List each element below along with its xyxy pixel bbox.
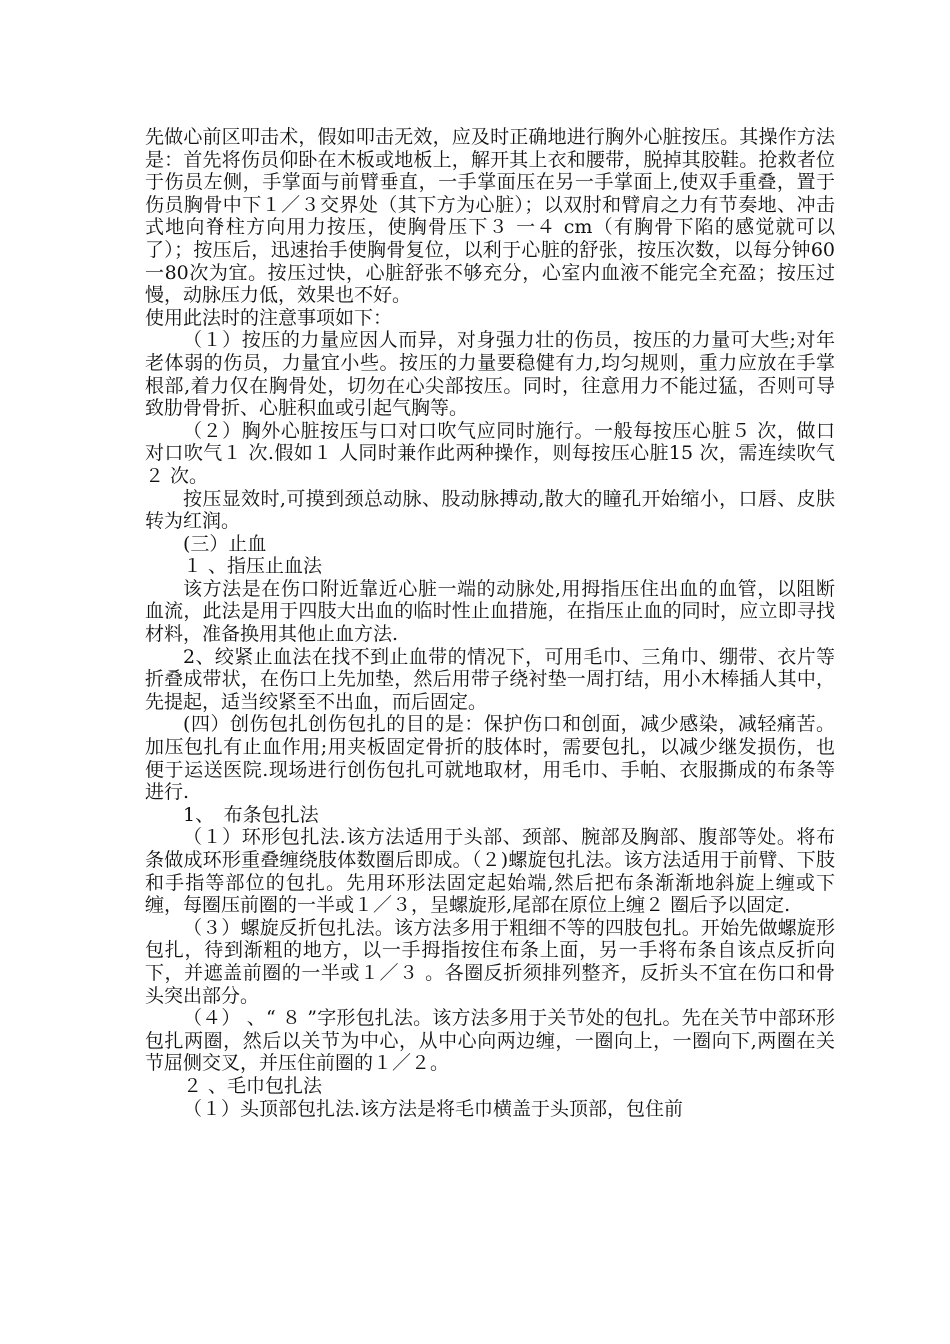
paragraph: （１）头顶部包扎法.该方法是将毛巾横盖于头顶部，包住前 <box>183 1097 684 1120</box>
paragraph: （４） 、“ ８ ”字形包扎法。该方法多用于关节处的包扎。先在关节中部环形包扎两圈，然后以关节为中心，从中心向两边缠，一圈向上，一圈向下,两圈在关节屈侧交叉，并压住前圈的１／２。 <box>145 1007 835 1075</box>
paragraph: 先做心前区叩击术，假如叩击无效，应及时正确地进行胸外心脏按压。其操作方法是：首先将伤员仰卧在木板或地板上，解开其上衣和腰带，脱掉其胶鞋。抢救者位于伤员左侧，手掌面与前臂垂直，一手掌面压在另一手掌面上,使双手重叠，置于伤员胸骨中下１／３交界处（其下方为心脏）；以双肘和臂肩之力有节奏地、冲击式地向脊柱方向用力按压，使胸骨压下３ 一４ cm（有胸骨下陷的感觉就可以了）；按压后，迅速抬手使胸骨复位，以利于心脏的舒张，按压次数，以每分钟60 一80次为宜。按压过快，心脏舒张不够充分，心室内血液不能完全充盈；按压过慢，动脉压力低，效果也不好。 <box>145 126 835 307</box>
section-heading: (三）止血 <box>183 532 267 555</box>
paragraph: 使用此法时的注意事项如下： <box>145 306 393 329</box>
paragraph: 2、绞紧止血法在找不到止血带的情况下，可用毛巾、三角巾、绷带、衣片等折叠成带状，在伤口上先加垫，然后用带子绕衬垫一周打结，用小木棒插人其中，先提起，适当绞紧至不出血，而后固定。 <box>145 645 835 713</box>
subsection-heading: 1、 布条包扎法 <box>183 803 319 826</box>
paragraph: 该方法是在伤口附近靠近心脏一端的动脉处,用拇指压住出血的血管，以阻断血流，此法是用于四肢大出血的临时性止血措施，在指压止血的同时，应立即寻找材料，准备换用其他止血方法. <box>145 577 835 646</box>
paragraph: （１）环形包扎法.该方法适用于头部、颈部、腕部及胸部、腹部等处。将布条做成环形重叠缠绕肢体数圈后即成。（２)螺旋包扎法。该方法适用于前臂、下肢和手指等部位的包扎。先用环形法固定起始端,然后把布条渐渐地斜旋上缠或下缠，每圈压前圈的一半或１／３，呈螺旋形,尾部在原位上缠２ 圈后予以固定. <box>145 826 835 917</box>
document-body <box>145 126 835 1120</box>
paragraph: （１）按压的力量应因人而异，对身强力壮的伤员，按压的力量可大些;对年老体弱的伤员，力量宜小些。按压的力量要稳健有力,均匀规则，重力应放在手掌根部,着力仅在胸骨处，切勿在心尖部按压。同时，往意用力不能过猛，否则可导致肋骨骨折、心脏积血或引起气胸等。 <box>145 329 835 420</box>
paragraph: （３）螺旋反折包扎法。该方法多用于粗细不等的四肢包扎。开始先做螺旋形包扎，待到渐粗的地方，以一手拇指按住布条上面，另一手将布条自该点反折向下，并遮盖前圈的一半或１／３ 。各圈反折须排列整齐，反折头不宜在伤口和骨头突出部分。 <box>145 916 835 1007</box>
subsection-heading: １ 、指压止血法 <box>183 555 323 578</box>
subsection-heading: ２ 、毛巾包扎法 <box>183 1074 323 1097</box>
paragraph: (四）创伤包扎创伤包扎的目的是：保护伤口和创面，减少感染，减轻痛苦。加压包扎有止血作用;用夹板固定骨折的肢体时，需要包扎，以减少继发损伤，也便于运送医院.现场进行创伤包扎可就地取材，用毛巾、手帕、衣服撕成的布条等进行. <box>145 713 835 804</box>
paragraph: 按压显效时,可摸到颈总动脉、股动脉搏动,散大的瞳孔开始缩小，口唇、皮肤转为红润。 <box>145 487 835 533</box>
paragraph: （２）胸外心脏按压与口对口吹气应同时施行。一般每按压心脏５ 次，做口对口吹气１ 次.假如１ 人同时兼作此两种操作，则每按压心脏15 次，需连续吹气２ 次。 <box>145 419 835 487</box>
